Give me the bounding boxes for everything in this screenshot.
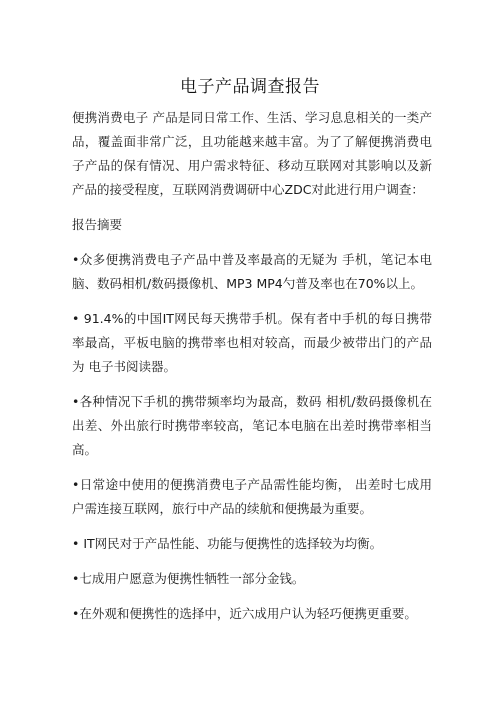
summary-heading: 报告摘要: [72, 217, 123, 232]
intro-paragraph: 便携消费电子 产品是同日常工作、生活、学习息息相关的一类产品，覆盖面非常广泛，且功能越来越丰富。为了了解便携消费电子产品的保有情况、用户需求特征、移动互联网对其影响以及新产品的接受程度，互联网消费调研中心ZDC对此进行用户调查：: [72, 110, 432, 197]
summary-bullet: •各种情况下手机的携带频率均为最高，数码 相机/数码摄像机在出差、外出旅行时携带率较高，笔记本电脑在出差时携带率相当高。: [72, 394, 432, 457]
document-title: 电子产品调查报告: [180, 77, 320, 97]
document-body: [72, 106, 432, 637]
summary-bullet: •众多便携消费电子产品中普及率最高的无疑为 手机，笔记本电脑、数码相机/数码摄像机、MP3 MP4勺普及率也在70%以上。: [72, 252, 432, 291]
summary-bullet: •七成用户愿意为便携性牺牲一部分金钱。: [72, 571, 305, 586]
summary-bullet: • IT网民对于产品性能、功能与便携性的选择较为均衡。: [72, 536, 383, 551]
summary-bullet: •在外观和便携性的选择中，近六成用户认为轻巧便携更重要。: [72, 606, 417, 621]
summary-bullet: • 91.4%的中国IT网民每天携带手机。保有者中手机的每日携带率最高，平板电脑的携带率也相对较高，而最少被带出门的产品为 电子书阅读器。: [72, 311, 432, 374]
summary-bullet: •日常途中使用的便携消费电子产品需性能均衡， 出差时七成用户需连接互联网，旅行中产品的续航和便携最为重要。: [72, 477, 432, 516]
